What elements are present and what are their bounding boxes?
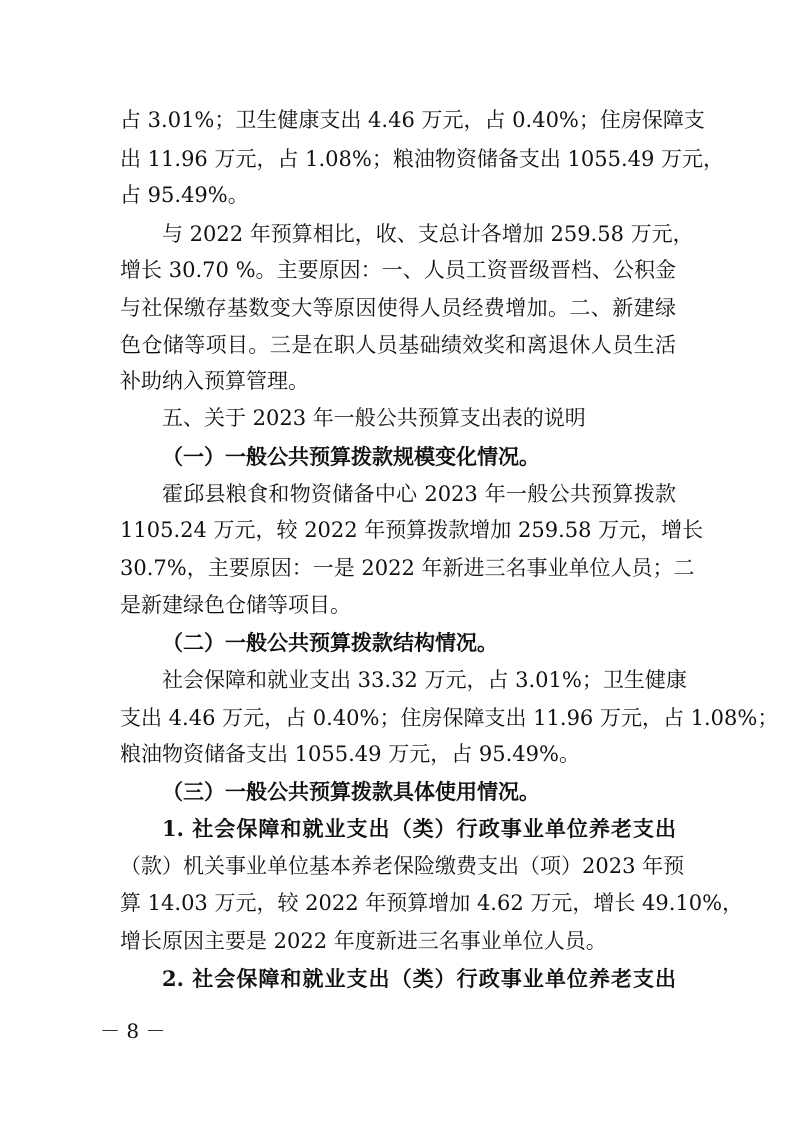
text-line: 社会保障和就业支出 33.32 万元，占 3.01%；卫生健康 (162, 668, 687, 692)
text-line: 是新建绿色仓储等项目。 (120, 593, 351, 617)
text-line: 增长 30.70 %。主要原因：一、人员工资晋级晋档、公积金 (120, 258, 676, 282)
text-line: 2. 社会保障和就业支出（类）行政事业单位养老支出 (162, 966, 676, 991)
text-line: （款）机关事业单位基本养老保险缴费支出（项）2023 年预 (120, 854, 685, 878)
text-line: 增长原因主要是 2022 年度新进三名事业单位人员。 (120, 929, 607, 953)
text-line: 占 95.49%。 (120, 183, 249, 207)
text-line: 1105.24 万元，较 2022 年预算拨款增加 259.58 万元，增长 (120, 518, 704, 542)
page-number: － 8 － (100, 1019, 166, 1043)
text-line: 1. 社会保障和就业支出（类）行政事业单位养老支出 (162, 816, 676, 841)
text-line: 算 14.03 万元，较 2022 年预算增加 4.62 万元，增长 49.10%， (120, 891, 744, 915)
text-line: 补助纳入预算管理。 (120, 369, 309, 393)
text-line: 与 2022 年预算相比，收、支总计各增加 259.58 万元， (162, 222, 694, 246)
subsection-heading: （三）一般公共预算拨款具体使用情况。 (162, 779, 540, 804)
text-line: 粮油物资储备支出 1055.49 万元，占 95.49%。 (120, 742, 580, 766)
section-heading: 五、关于 2023 年一般公共预算支出表的说明 (162, 406, 586, 430)
text-line: 30.7%，主要原因：一是 2022 年新进三名事业单位人员；二 (120, 556, 695, 580)
subsection-heading: （二）一般公共预算拨款结构情况。 (162, 630, 498, 655)
text-line: 支出 4.46 万元，占 0.40%；住房保障支出 11.96 万元，占 1.08%； (120, 706, 779, 730)
text-line: 色仓储等项目。三是在职人员基础绩效奖和离退休人员生活 (120, 333, 676, 357)
text-line: 占 3.01%；卫生健康支出 4.46 万元，占 0.40%；住房保障支 (120, 108, 705, 132)
text-line: 出 11.96 万元，占 1.08%；粮油物资储备支出 1055.49 万元， (120, 147, 725, 171)
text-line: 与社保缴存基数变大等原因使得人员经费增加。二、新建绿 (120, 296, 676, 320)
text-line: 霍邱县粮食和物资储备中心 2023 年一般公共预算拨款 (162, 482, 676, 506)
subsection-heading: （一）一般公共预算拨款规模变化情况。 (162, 444, 540, 469)
